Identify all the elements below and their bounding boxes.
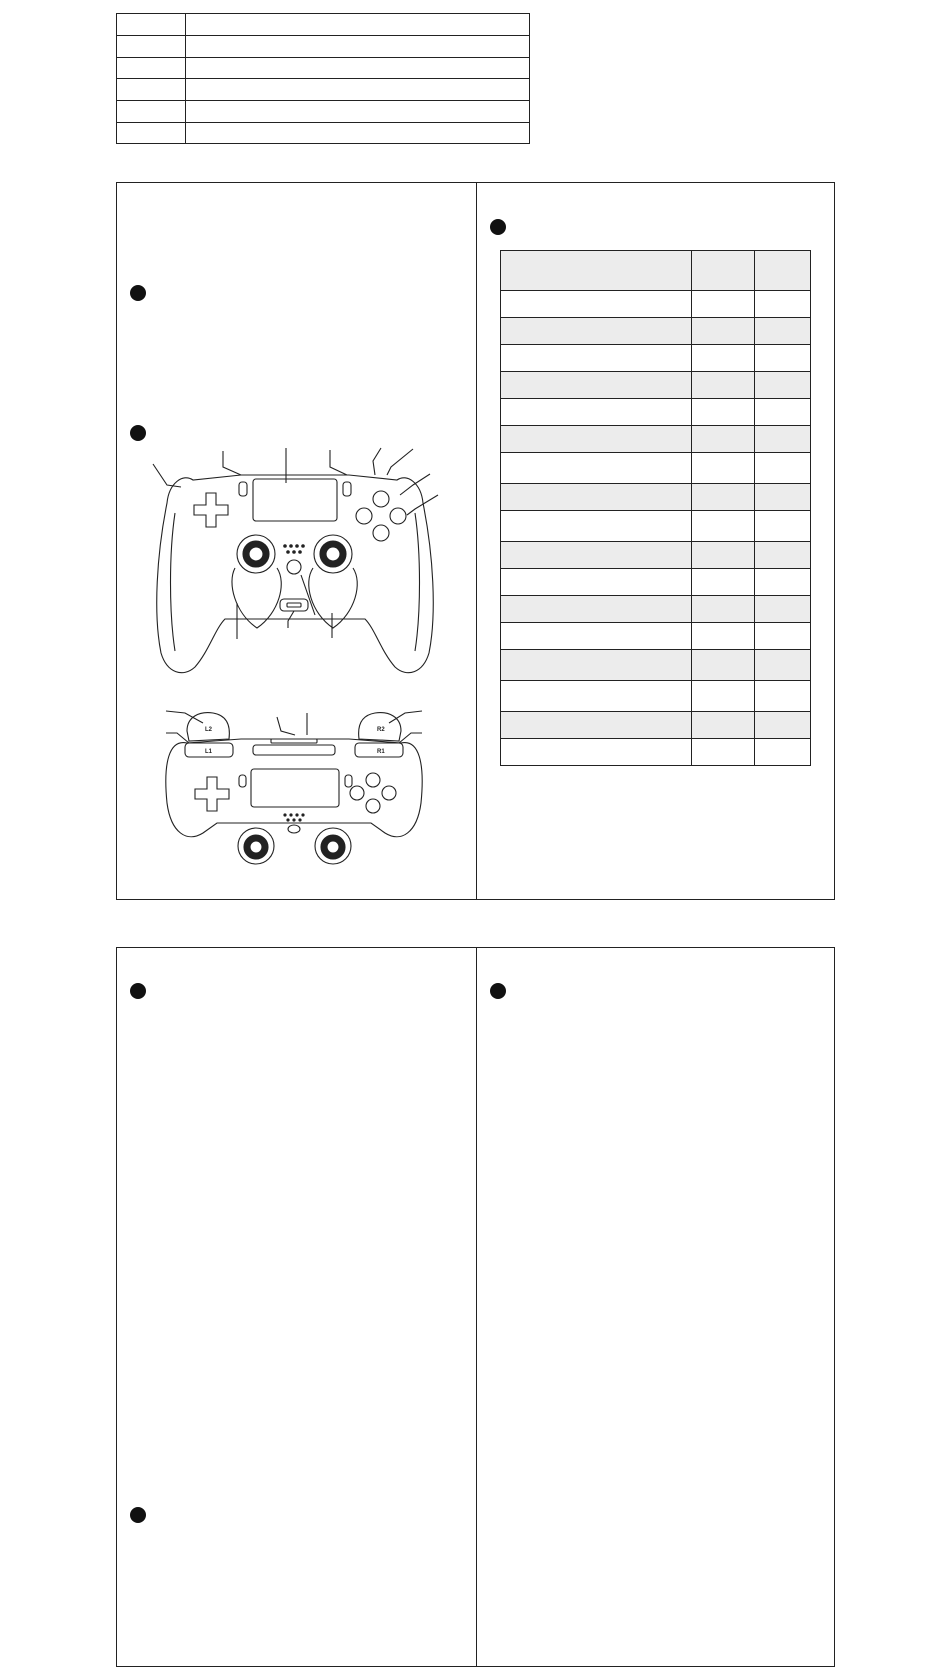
manual-panel-1 [116,182,835,900]
table-row [501,623,811,650]
table-cell [117,58,186,79]
table-cell [186,36,530,58]
table-row [501,542,811,569]
trigger-label-l1: L1 [205,749,213,755]
table-cell [755,291,811,318]
table-cell [501,345,692,372]
table-cell [501,426,692,453]
table-cell [755,426,811,453]
table-cell [117,14,186,36]
table-row [501,372,811,399]
column-divider [476,183,477,899]
trigger-label-r1: R1 [377,749,385,755]
table-row [501,426,811,453]
section-bullet-icon [130,983,146,999]
table-cell [755,650,811,681]
column-divider [476,948,477,1666]
table-cell [755,345,811,372]
table-cell [186,14,530,36]
table-cell [186,101,530,123]
table-cell [755,372,811,399]
table-cell [692,569,755,596]
table-cell [692,399,755,426]
table-row [501,596,811,623]
top-table [116,13,530,144]
table-row [501,291,811,318]
table-cell [755,623,811,650]
table-cell [692,623,755,650]
table-row [117,14,530,36]
trigger-label-l2: L2 [205,727,213,733]
table-cell [501,712,692,739]
table-row [501,345,811,372]
table-cell [692,542,755,569]
table-cell [692,712,755,739]
table-row [501,650,811,681]
table-row [501,712,811,739]
controller-back-illustration [117,183,476,901]
table-cell [117,36,186,58]
table-cell [692,291,755,318]
table-row [501,484,811,511]
table-cell [755,453,811,484]
table-cell [501,399,692,426]
table-cell [501,372,692,399]
table-row [117,79,530,101]
table-cell [755,399,811,426]
table-cell [501,291,692,318]
table-cell [755,596,811,623]
table-cell [501,542,692,569]
table-cell [117,79,186,101]
table-cell [755,251,811,291]
spec-table [500,250,811,766]
table-cell [501,739,692,766]
table-cell [755,681,811,712]
table-cell [755,484,811,511]
table-row [501,318,811,345]
table-cell [692,453,755,484]
table-cell [755,542,811,569]
table-cell [501,569,692,596]
table-cell [692,426,755,453]
section-bullet-icon [490,219,506,235]
table-cell [692,372,755,399]
table-cell [117,101,186,123]
table-row [501,681,811,712]
table-row [501,453,811,484]
section-bullet-icon [490,983,506,999]
table-row [501,569,811,596]
table-cell [501,650,692,681]
table-cell [692,318,755,345]
trigger-label-r2: R2 [377,727,385,733]
table-row [117,36,530,58]
table-cell [692,484,755,511]
table-row [117,101,530,123]
table-cell [501,511,692,542]
table-row [501,739,811,766]
table-cell [692,596,755,623]
table-cell [755,712,811,739]
table-row [117,58,530,79]
table-row [501,399,811,426]
manual-panel-2 [116,947,835,1667]
table-cell [501,596,692,623]
section-bullet-icon [130,1507,146,1523]
table-cell [117,123,186,144]
table-cell [755,511,811,542]
table-cell [692,511,755,542]
table-cell [186,58,530,79]
table-row [501,511,811,542]
table-cell [755,569,811,596]
spec-table-header [501,251,811,291]
table-cell [692,345,755,372]
table-cell [501,623,692,650]
table-cell [501,484,692,511]
table-cell [755,739,811,766]
table-cell [755,318,811,345]
table-cell [692,681,755,712]
table-cell [692,739,755,766]
table-cell [501,453,692,484]
table-row [117,123,530,144]
table-cell [501,318,692,345]
table-cell [186,79,530,101]
table-cell [186,123,530,144]
table-cell [692,650,755,681]
table-cell [692,251,755,291]
table-cell [501,251,692,291]
table-cell [501,681,692,712]
